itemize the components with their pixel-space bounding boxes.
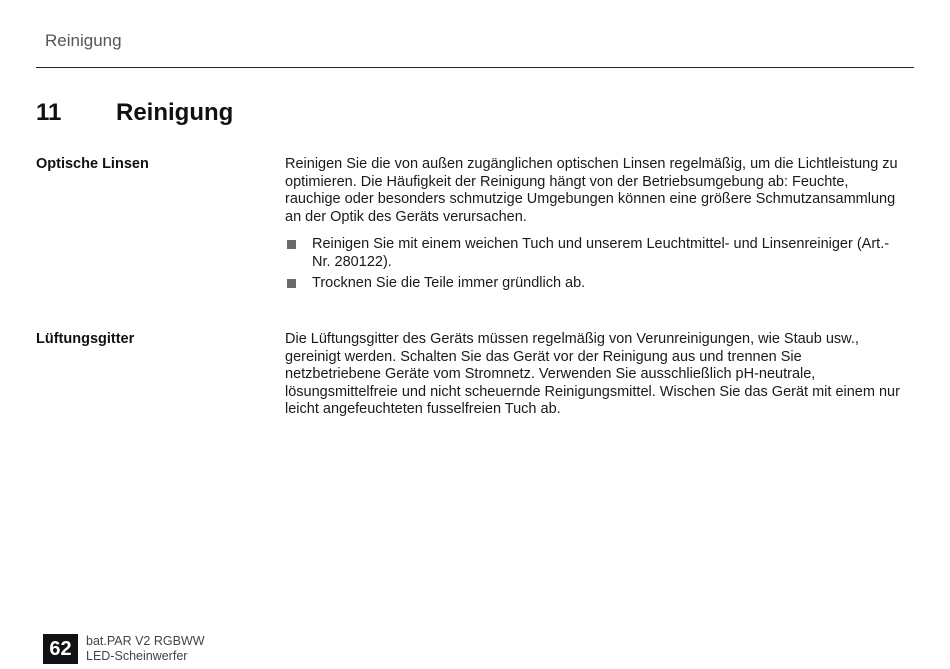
chapter-heading [36,99,233,127]
header-divider [36,67,914,68]
bullet-text: Trocknen Sie die Teile immer gründlich ab. [312,275,586,291]
square-bullet-icon [287,279,296,288]
section-paragraph: Die Lüftungsgitter des Geräts müssen regelmäßig von Verunreinigungen, wie Staub usw., gereinigt werden. Schalten Sie das Gerät vor der Reinigung aus und trennen Sie netzbetriebene Geräte vom Stromnetz. Verwenden Sie ausschließlich pH-neutrale, lösungsmittelfreie und nicht scheuernde Reinigungsmittel. Wischen Sie das Gerät mit einem nur leicht angefeuchteten fusselfreien Tuch ab. [285,331,900,417]
section-label-lueftungsgitter: Lüftungsgitter [36,331,135,347]
section-body-lueftungsgitter [285,331,900,419]
bullet-list [285,236,900,293]
square-bullet-icon [287,240,296,249]
section-body-optische-linsen [285,156,900,297]
section-paragraph: Reinigen Sie die von außen zugänglichen optischen Linsen regelmäßig, um die Lichtleistung zu optimieren. Die Häufigkeit der Reinigung hängt von der Betriebsumgebung ab: Feuchte, rauchige oder besonders schmutzige Umgebungen können eine größere Schmutzansammlung an der Optik des Geräts verursachen. [285,156,898,225]
bullet-text: Reinigen Sie mit einem weichen Tuch und unserem Leuchtmittel- und Linsenreiniger (Art.-Nr. 280122). [312,236,890,270]
page-number-badge: 62 [43,634,78,664]
chapter-title: Reinigung [116,99,234,126]
running-header-title: Reinigung [45,31,122,50]
bullet-item [285,236,900,271]
section-label-optische-linsen: Optische Linsen [36,156,149,172]
footer-product-type: LED-Scheinwerfer [86,649,188,663]
chapter-number: 11 [36,99,62,126]
bullet-item [285,275,900,293]
footer-product-name: bat.PAR V2 RGBWW [86,634,205,648]
footer-product-info [86,634,205,664]
